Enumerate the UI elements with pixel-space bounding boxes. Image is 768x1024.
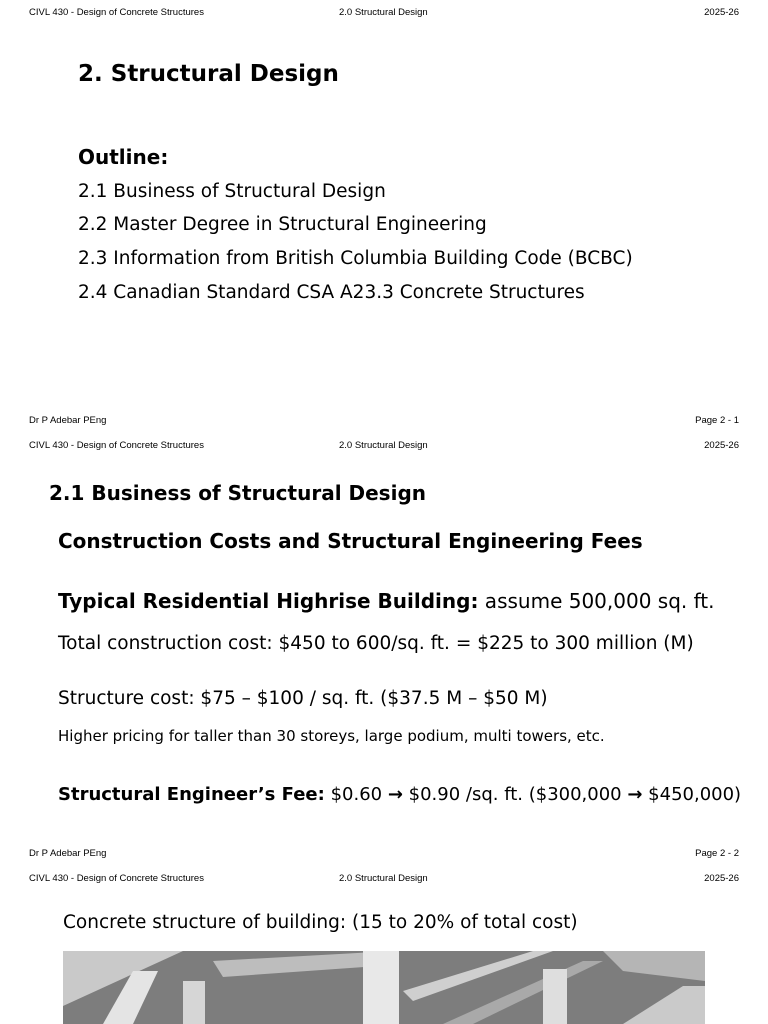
page2-title: 2.1 Business of Structural Design: [49, 481, 426, 505]
typical-building-value: assume 500,000 sq. ft.: [478, 589, 715, 613]
engineer-fee-line: [58, 784, 741, 805]
engineer-fee-part2: $0.90 /sq. ft. ($300,000: [402, 784, 628, 805]
engineer-fee-part1: $0.60: [324, 784, 388, 805]
page1-header-year: 2025-26: [704, 7, 739, 18]
arrow-right-icon: →: [387, 784, 403, 805]
outline-heading: Outline:: [78, 145, 169, 169]
typical-building-line: [58, 589, 715, 613]
engineer-fee-part3: $450,000): [642, 784, 742, 805]
page3-header-section: 2.0 Structural Design: [339, 873, 428, 884]
arrow-right-icon: →: [627, 784, 643, 805]
page2-header-year: 2025-26: [704, 440, 739, 451]
engineer-fee-label: Structural Engineer’s Fee:: [58, 784, 325, 805]
outline-item-2: 2.2 Master Degree in Structural Engineering: [78, 214, 487, 235]
concrete-structure-photo: [63, 951, 705, 1024]
page3-header-year: 2025-26: [704, 873, 739, 884]
outline-item-4: 2.4 Canadian Standard CSA A23.3 Concrete Structures: [78, 282, 585, 303]
page1-footer-page: Page 2 - 1: [695, 415, 739, 426]
typical-building-label: Typical Residential Highrise Building:: [58, 589, 479, 613]
page3-caption: Concrete structure of building: (15 to 20% of total cost): [63, 912, 578, 933]
concrete-structure-illustration: [63, 951, 705, 1024]
page1-footer-author: Dr P Adebar PEng: [29, 415, 107, 426]
page2-header-course: CIVL 430 - Design of Concrete Structures: [29, 440, 204, 451]
page1-header-course: CIVL 430 - Design of Concrete Structures: [29, 7, 204, 18]
page1-title: 2. Structural Design: [78, 61, 339, 87]
higher-pricing-note: Higher pricing for taller than 30 storeys, large podium, multi towers, etc.: [58, 727, 605, 745]
page2-footer-page: Page 2 - 2: [695, 848, 739, 859]
page3-header-course: CIVL 430 - Design of Concrete Structures: [29, 873, 204, 884]
page1-header-section: 2.0 Structural Design: [339, 7, 428, 18]
total-cost-line: Total construction cost: $450 to 600/sq. ft. = $225 to 300 million (M): [58, 633, 694, 654]
page2-subtitle: Construction Costs and Structural Engineering Fees: [58, 529, 643, 553]
page2-header-section: 2.0 Structural Design: [339, 440, 428, 451]
outline-item-1: 2.1 Business of Structural Design: [78, 181, 386, 202]
page2-footer-author: Dr P Adebar PEng: [29, 848, 107, 859]
outline-item-3: 2.3 Information from British Columbia Building Code (BCBC): [78, 248, 633, 269]
structure-cost-line: Structure cost: $75 – $100 / sq. ft. ($37.5 M – $50 M): [58, 688, 548, 709]
